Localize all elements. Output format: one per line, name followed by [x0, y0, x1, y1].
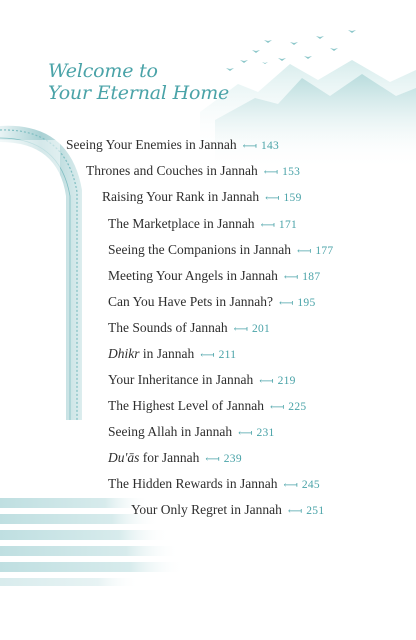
arch-illustration [0, 126, 82, 440]
toc-entry-title: The Highest Level of Jannah [108, 398, 264, 413]
toc-entry-title: Can You Have Pets in Jannah? [108, 294, 273, 309]
toc-entry-title: Seeing Allah in Jannah [108, 424, 233, 439]
toc-page-number: 201 [251, 323, 271, 335]
toc-page-number: 177 [315, 245, 334, 257]
toc-entry[interactable] [108, 475, 320, 495]
double-arrow-ornament-icon: ⟻ [200, 350, 215, 361]
toc-entry[interactable] [108, 397, 306, 417]
toc-page-number: 195 [297, 297, 316, 309]
toc-entry[interactable] [108, 267, 320, 287]
toc-entry-title: The Marketplace in Jannah [108, 216, 255, 231]
toc-entry[interactable] [102, 188, 302, 208]
double-arrow-ornament-icon: ⟻ [205, 454, 220, 465]
title-line-1: Welcome to [48, 60, 158, 82]
double-arrow-ornament-icon: ⟻ [287, 506, 303, 517]
toc-page-number: 219 [277, 375, 296, 387]
toc-entry[interactable] [108, 423, 275, 443]
toc-entry[interactable] [108, 371, 296, 391]
toc-entry[interactable] [108, 345, 236, 365]
toc-entry-title: Seeing the Companions in Jannah [108, 242, 291, 257]
double-arrow-ornament-icon: ⟻ [233, 324, 248, 335]
toc-entry-title: Your Inheritance in Jannah [108, 372, 254, 387]
toc-entry[interactable] [131, 501, 324, 521]
toc-entry-title: Seeing Your Enemies in Jannah [66, 137, 237, 152]
toc-page-number: 187 [302, 271, 321, 283]
toc-page-number: 171 [278, 219, 298, 231]
toc-entry-title: The Sounds of Jannah [108, 320, 228, 335]
toc-entry[interactable] [86, 162, 300, 182]
toc-page-number: 225 [288, 401, 307, 413]
toc-entry[interactable] [66, 136, 279, 156]
title-line-2: Your Eternal Home [48, 82, 230, 104]
toc-entry[interactable] [108, 241, 333, 261]
double-arrow-ornament-icon: ⟻ [265, 193, 280, 204]
toc-entry[interactable] [108, 449, 242, 469]
double-arrow-ornament-icon: ⟻ [238, 428, 253, 439]
toc-page-number: 231 [256, 427, 275, 439]
toc-page-number: 245 [301, 479, 320, 491]
toc-entry-title: Thrones and Couches in Jannah [86, 163, 258, 178]
toc-page-number: 153 [282, 166, 301, 178]
toc-page-number: 211 [218, 349, 237, 361]
toc-entry[interactable] [108, 215, 297, 235]
toc-page-number: 251 [306, 505, 325, 517]
toc-page-number: 143 [260, 140, 280, 152]
toc-entry-title: Raising Your Rank in Jannah [102, 189, 260, 204]
toc-entry[interactable] [108, 293, 316, 313]
double-arrow-ornament-icon: ⟻ [260, 220, 275, 231]
double-arrow-ornament-icon: ⟻ [283, 480, 298, 491]
toc-entry-title: Dhikr in Jannah [108, 346, 195, 361]
double-arrow-ornament-icon: ⟻ [279, 298, 294, 309]
page-title [48, 60, 229, 104]
toc-page-number: 239 [223, 453, 242, 465]
toc-entry-title: Du'ās for Jannah [108, 450, 200, 465]
double-arrow-ornament-icon: ⟻ [283, 272, 299, 283]
double-arrow-ornament-icon: ⟻ [259, 376, 274, 387]
toc-entry-title: Meeting Your Angels in Jannah [108, 268, 278, 283]
double-arrow-ornament-icon: ⟻ [242, 141, 257, 152]
double-arrow-ornament-icon: ⟻ [269, 402, 285, 413]
toc-entry-title: Your Only Regret in Jannah [131, 502, 282, 517]
double-arrow-ornament-icon: ⟻ [263, 167, 279, 178]
toc-page-number: 159 [283, 192, 302, 204]
double-arrow-ornament-icon: ⟻ [296, 246, 312, 257]
toc-entry[interactable] [108, 319, 270, 339]
toc-entry-title: The Hidden Rewards in Jannah [108, 476, 278, 491]
